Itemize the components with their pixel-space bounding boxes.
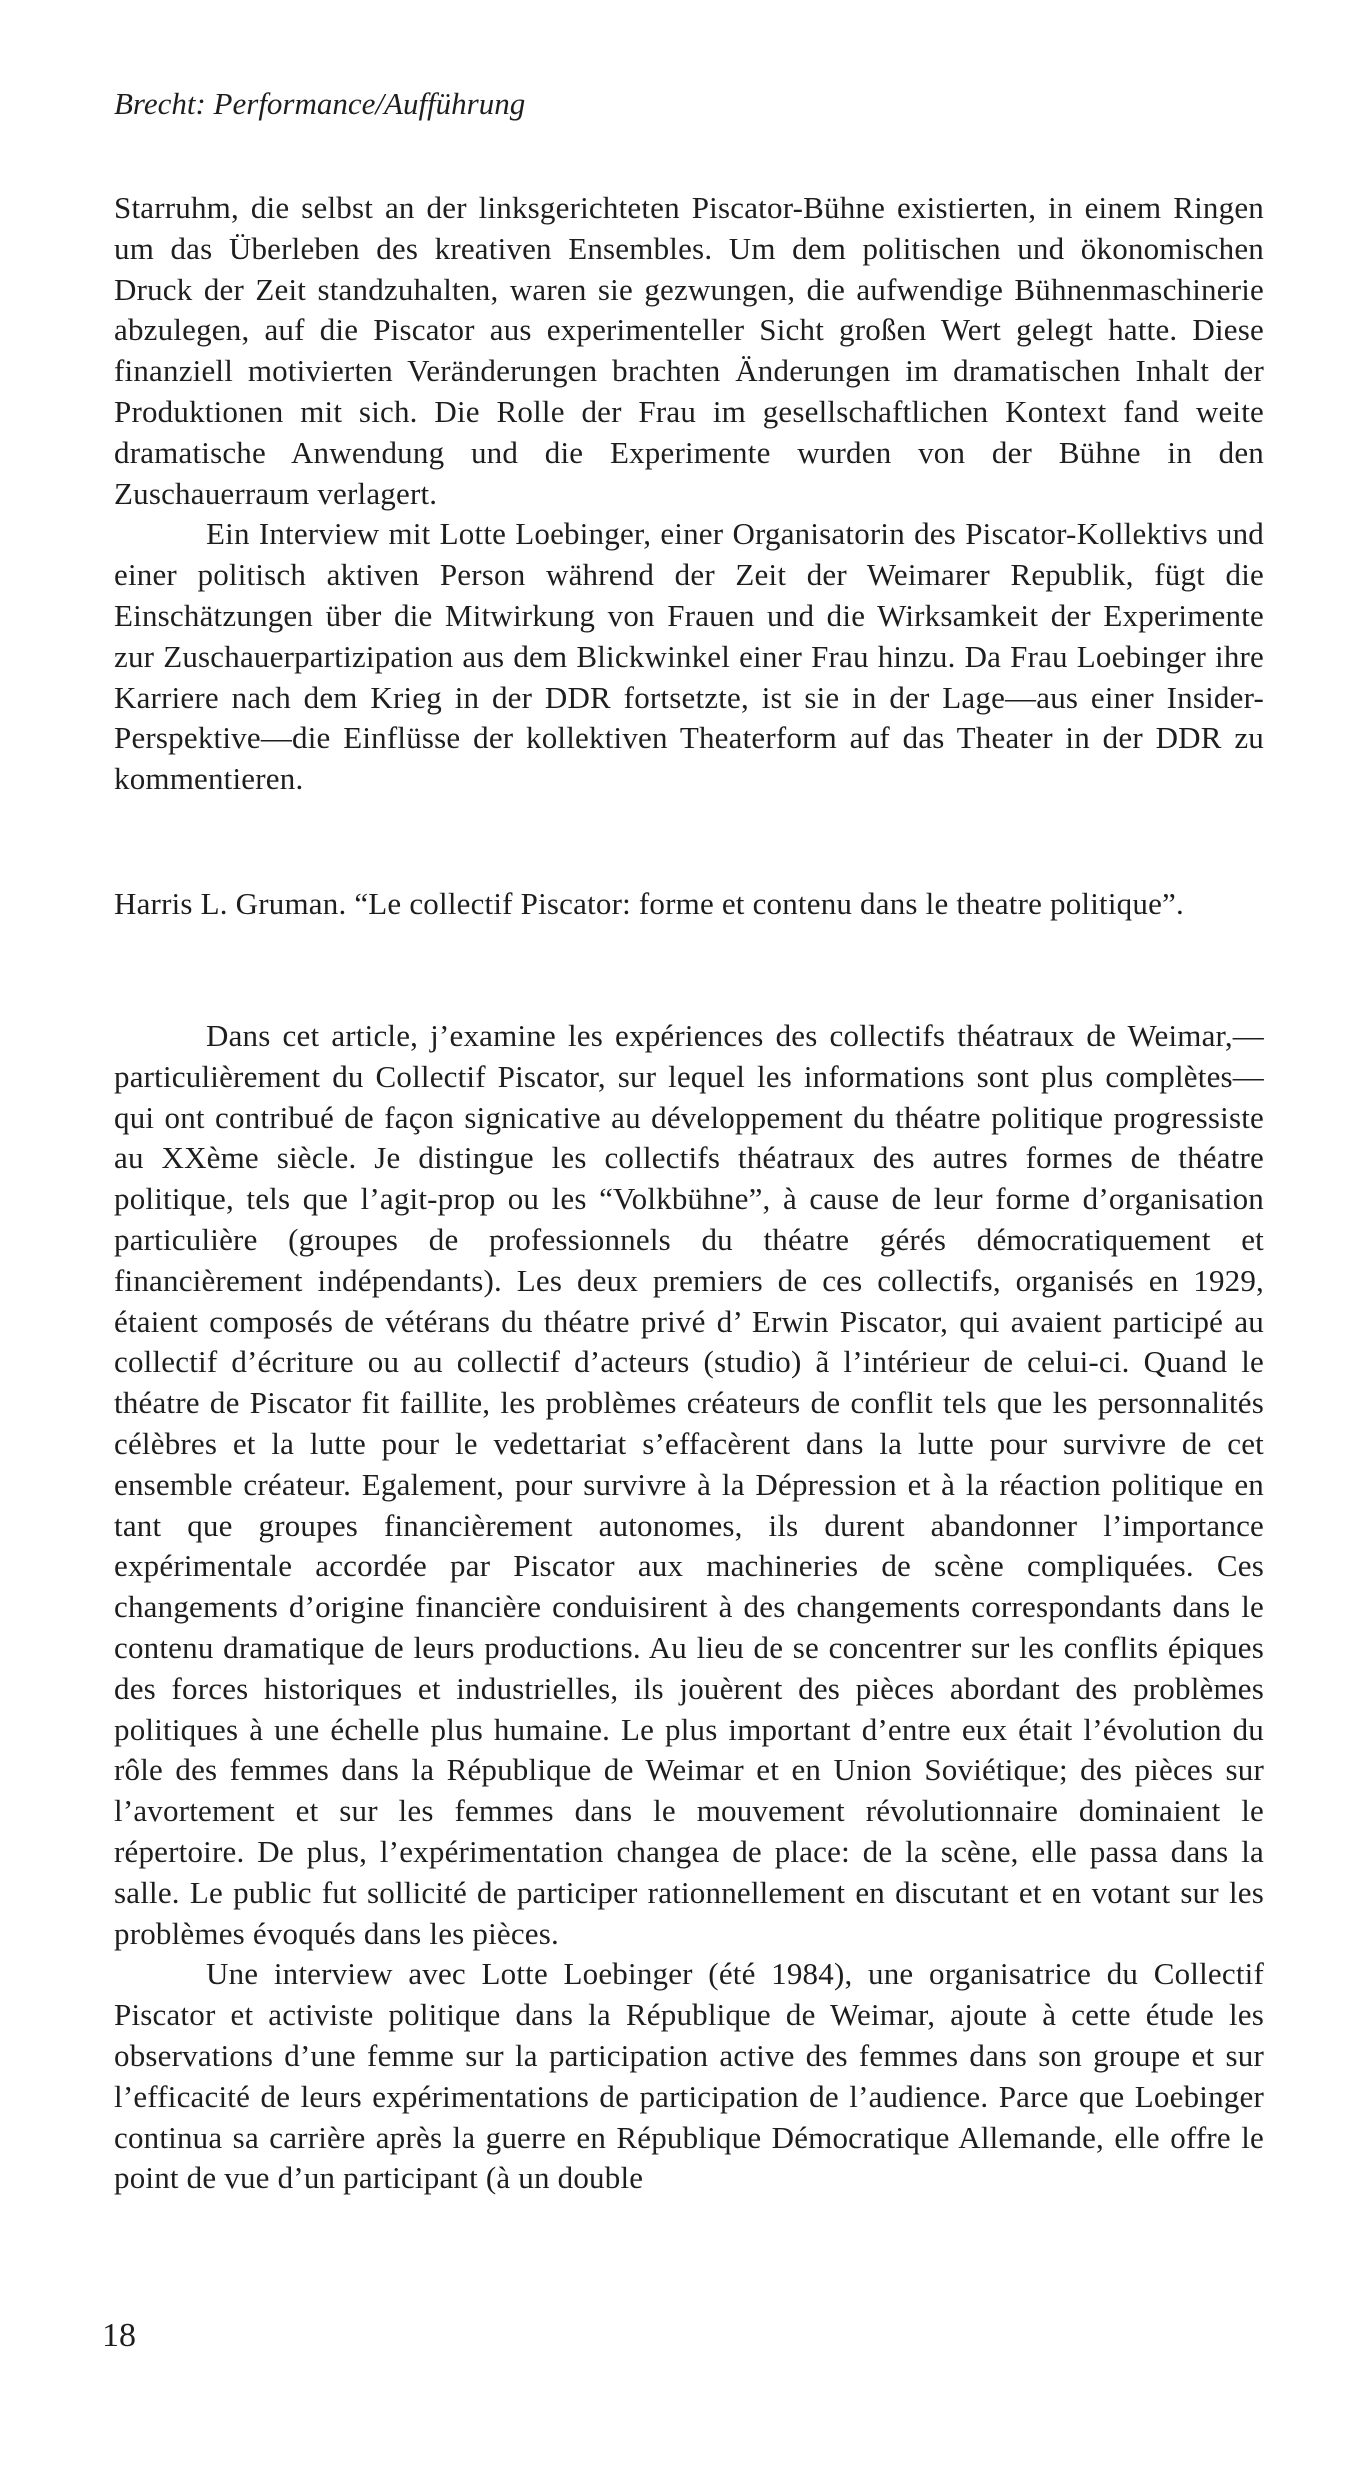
french-paragraph-2: Une interview avec Lotte Loebinger (été 1984), une organisatrice du Collectif Piscator et activiste politique dans la République de Weimar, ajoute à cette étude les observations d’une femme sur la participation active des femmes dans son groupe et sur l’efficacité de leurs expérimentations de participation de l’audience. Parce que Loebinger continua sa carrière après la guerre en République Démocratique Allemande, elle offre le point de vue d’un participant (à un double <box>114 1956 1264 2196</box>
french-abstract <box>114 1016 1264 2199</box>
french-abstract-citation-block <box>114 884 1264 925</box>
german-abstract <box>114 188 1264 800</box>
french-abstract-citation: Harris L. Gruman. “Le collectif Piscator: forme et contenu dans le theatre politique”. <box>114 886 1184 921</box>
french-paragraph-1: Dans cet article, j’examine les expériences des collectifs théatraux de Weimar,—particulièrement du Collectif Piscator, sur lequel les informations sont plus complètes—qui ont contribué de façon signicative au développement du théatre politique progressiste au XXème siècle. Je distingue les collectifs théatraux des autres formes de théatre politique, tels que l’agit-prop ou les “Volkbühne”, à cause de leur forme d’organisation particulière (groupes de professionnels du théatre gérés démocratiquement et financièrement indépendants). Les deux premiers de ces collectifs, organisés en 1929, étaient composés de vétérans du théatre privé d’ Erwin Piscator, qui avaient participé au collectif d’écriture ou au collectif d’acteurs (studio) ã l’intérieur de celui-ci. Quand le théatre de Piscator fit faillite, les problèmes créateurs de conflit tels que les personnalités célèbres et la lutte pour le vedettariat s’effacèrent dans la lutte pour survivre de cet ensemble créateur. Egalement, pour survivre à la Dépression et à la réaction politique en tant que groupes financièrement autonomes, ils durent abandonner l’importance expérimentale accordée par Piscator aux machineries de scène compliquées. Ces changements d’origine financière conduisirent à des changements correspondants dans le contenu dramatique de leurs productions. Au lieu de se concentrer sur les conflits épiques des forces historiques et industrielles, ils jouèrent des pièces abordant des problèmes politiques à une échelle plus humaine. Le plus important d’entre eux était l’évolution du rôle des femmes dans la République de Weimar et en Union Soviétique; des pièces sur l’avortement et sur les femmes dans le mouvement révolutionnaire dominaient le répertoire. De plus, l’expérimentation changea de place: de la scène, elle passa dans la salle. Le public fut sollicité de participer rationnellement en discutant et en votant sur les problèmes évoqués dans les pièces. <box>114 1018 1264 1951</box>
german-paragraph-1: Starruhm, die selbst an der linksgerichteten Piscator-Bühne existierten, in einem Ringen um das Überleben des kreativen Ensembles. Um dem politischen und ökonomischen Druck der Zeit standzuhalten, waren sie gezwungen, die aufwendige Bühnenmaschinerie abzulegen, auf die Piscator aus experimenteller Sicht großen Wert gelegt hatte. Diese finanziell motivierten Veränderungen brachten Änderungen im dramatischen Inhalt der Produktionen mit sich. Die Rolle der Frau im gesellschaftlichen Kontext fand weite dramatische Anwendung und die Experimente wurden von der Bühne in den Zuschauerraum verlagert. <box>114 190 1264 511</box>
page-number: 18 <box>102 2317 136 2354</box>
running-head: Brecht: Performance/Aufführung <box>114 86 526 121</box>
german-paragraph-2: Ein Interview mit Lotte Loebinger, einer Organisatorin des Piscator-Kollektivs und einer politisch aktiven Person während der Zeit der Weimarer Republik, fügt die Einschätzungen über die Mitwirkung von Frauen und die Wirksamkeit der Experimente zur Zuschauerpartizipation aus dem Blickwinkel einer Frau hinzu. Da Frau Loebinger ihre Karriere nach dem Krieg in der DDR fortsetzte, ist sie in der Lage—aus einer Insider-Perspektive—die Einflüsse der kollektiven Theaterform auf das Theater in der DDR zu kommentieren. <box>114 516 1264 797</box>
